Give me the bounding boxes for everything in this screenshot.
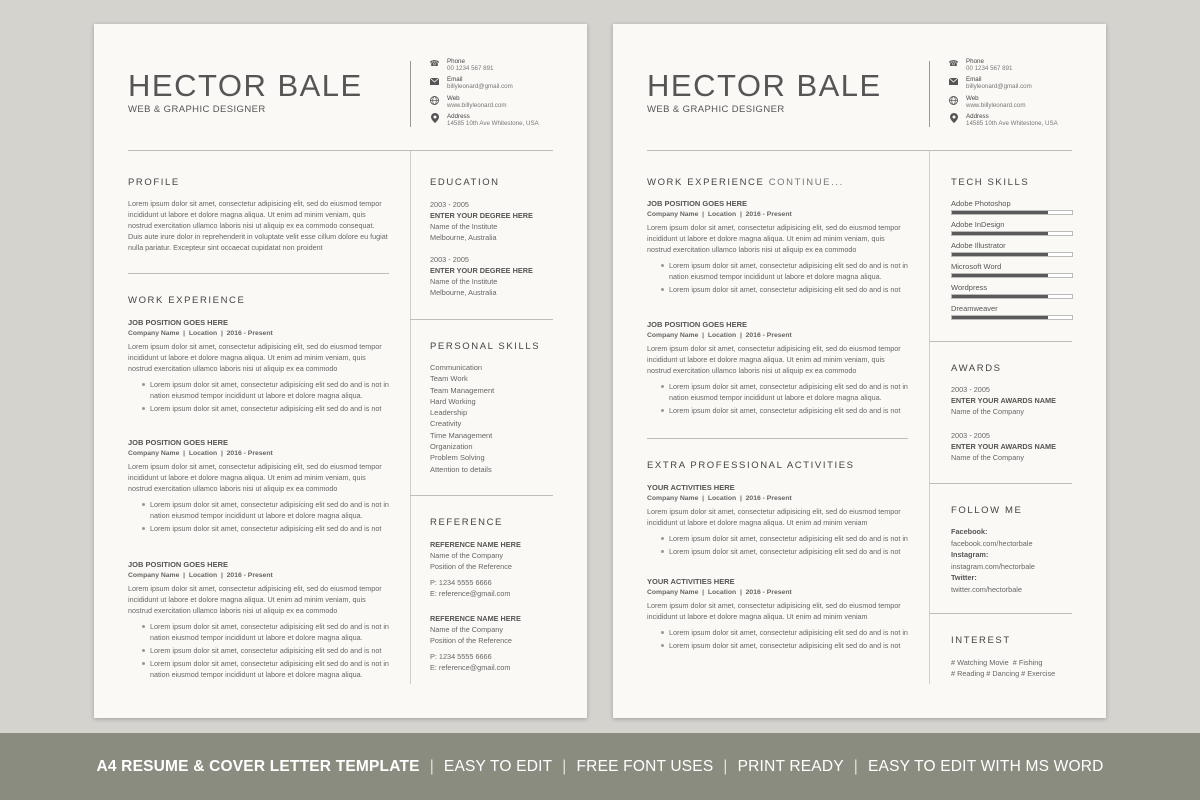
section-separator xyxy=(128,273,389,274)
contact-address: Address 14585 10th Ave Whitestone, USA xyxy=(949,113,1099,127)
contact-phone: ☎ Phone 00 1234 567 891 xyxy=(948,58,1013,73)
education-entry: 2003 - 2005 ENTER YOUR DEGREE HERE Name of the Institute Melbourne, Australia xyxy=(430,255,533,297)
list-item: Lorem ipsum dolor sit amet, consectetur adipisicing elit sed do and is not in nation eiusmod tempor incididunt ut labore et dolore magna aliqua. xyxy=(128,379,390,401)
skill-level-fill xyxy=(952,253,1048,256)
list-item: Lorem ipsum dolor sit amet, consectetur adipisicing elit sed do and is not xyxy=(647,640,909,651)
list-item: Team Management xyxy=(430,385,495,395)
education-heading: EDUCATION xyxy=(430,177,500,188)
skill-level-bar xyxy=(951,273,1073,278)
list-item: Lorem ipsum dolor sit amet, consectetur adipisicing elit sed do and is not xyxy=(647,284,909,295)
list-item: Creativity xyxy=(430,419,462,429)
activity-entry: YOUR ACTIVITIES HERE Company Name | Location | 2016 - Present Lorem ipsum dolor sit amet, consectetur adipisicing elit, sed do eiusmod tempor incididunt ut labore et dolore magna aliqua. Ut enim ad minim veniam Lorem ipsum dolor sit amet, consectetur adipisicing elit sed do and is not in Lorem ipsum dolor sit amet, consectetur adipisicing elit sed do and is not xyxy=(647,577,908,650)
list-item: Communication xyxy=(430,363,483,372)
skill-level-fill xyxy=(952,295,1048,298)
contact-block xyxy=(949,58,1099,131)
list-item: Lorem ipsum dolor sit amet, consectetur adipisicing elit sed do and is not in nation eiusmod tempor incididunt ut labore et dolore magna aliqua. xyxy=(128,658,390,680)
tech-skills-list xyxy=(951,199,1073,325)
column-divider xyxy=(410,151,411,684)
footer-banner: A4 RESUME & COVER LETTER TEMPLATE | EASY TO EDIT | FREE FONT USES | PRINT READY | EASY TO EDIT WITH MS WORD xyxy=(0,733,1200,800)
list-item: Lorem ipsum dolor sit amet, consectetur adipisicing elit sed do and is not xyxy=(128,523,390,534)
contact-address: Address 14585 10th Ave Whitestone, USA xyxy=(430,113,580,127)
skill-level-bar xyxy=(951,294,1073,299)
header-divider xyxy=(410,61,411,127)
reference-entry: REFERENCE NAME HERE Name of the Company Position of the Reference P: 1234 5555 6666 E: reference@gmail.com xyxy=(430,540,521,598)
contact-email: Email billyleonard@gmail.com xyxy=(430,76,580,90)
reference-heading: REFERENCE xyxy=(430,517,503,528)
column-divider xyxy=(929,151,930,684)
list-item: Lorem ipsum dolor sit amet, consectetur adipisicing elit sed do and is not in xyxy=(647,627,909,638)
instagram-link[interactable]: instagram.com/hectorbale xyxy=(951,561,1035,571)
tech-skill-item: Adobe Illustrator xyxy=(951,241,1073,262)
resume-job-title: WEB & GRAPHIC DESIGNER xyxy=(128,104,266,115)
list-item: Lorem ipsum dolor sit amet, consectetur adipisicing elit sed do and is not in nation eiusmod tempor incididunt ut labore et dolore magna aliqua. xyxy=(647,260,909,282)
list-item: Hard Working xyxy=(430,396,476,406)
contact-phone: ☎ Phone 00 1234 567 891 xyxy=(429,58,494,73)
list-item: Attention to details xyxy=(430,464,492,474)
list-item: Lorem ipsum dolor sit amet, consectetur adipisicing elit sed do and is not xyxy=(128,645,390,656)
resume-job-title: WEB & GRAPHIC DESIGNER xyxy=(647,104,785,115)
skill-level-bar xyxy=(951,210,1073,215)
facebook-link[interactable]: facebook.com/hectorbale xyxy=(951,538,1033,548)
list-item: Lorem ipsum dolor sit amet, consectetur adipisicing elit sed do and is not in nation eiusmod tempor incididunt ut labore et dolore magna aliqua. xyxy=(647,381,909,403)
section-separator xyxy=(410,319,553,320)
section-separator xyxy=(929,341,1072,342)
list-item: Leadership xyxy=(430,408,468,418)
awards-heading: AWARDS xyxy=(951,363,1002,374)
follow-me-list: Facebook: facebook.com/hectorbale Instagram: instagram.com/hectorbale Twitter: twitter.com/hectorbale xyxy=(951,526,1091,595)
list-item: Lorem ipsum dolor sit amet, consectetur adipisicing elit sed do and is not in nation eiusmod tempor incididunt ut labore et dolore magna aliqua. xyxy=(128,621,390,643)
footer-feature: PRINT READY xyxy=(737,757,844,775)
section-separator xyxy=(929,483,1072,484)
list-item: Time Management xyxy=(430,430,493,440)
interest-heading: INTEREST xyxy=(951,635,1011,646)
profile-text: Lorem ipsum dolor sit amet, consectetur adipisicing elit, sed do eiusmod tempor incididunt ut labore et dolore magna aliqua. Ut enim ad minim veniam, quis nostrud exercitation ullamco laboris nisi ut aliquip ex ea commodo consequat. Duis aute irure dolor in reprehenderit in voluptate velit esse cillum dolore eu fugiat nulla pariatur. Excepteur sint occaecat cupidatat non proident xyxy=(128,199,388,252)
reference-entry: REFERENCE NAME HERE Name of the Company Position of the Reference P: 1234 5555 6666 E: reference@gmail.com xyxy=(430,614,521,672)
skill-level-bar xyxy=(951,231,1073,236)
web-icon xyxy=(949,96,958,105)
work-experience-continue-heading: WORK EXPERIENCE CONTINUE... xyxy=(647,177,844,188)
footer-lead: A4 RESUME & COVER LETTER TEMPLATE xyxy=(96,757,420,775)
skill-level-fill xyxy=(952,211,1048,214)
tech-skill-item: Microsoft Word xyxy=(951,262,1073,283)
resume-name: HECTOR BALE xyxy=(647,68,882,103)
job-entry: JOB POSITION GOES HERE Company Name | Location | 2016 - Present Lorem ipsum dolor sit amet, consectetur adipisicing elit, sed do eiusmod tempor incididunt ut labore et dolore magna aliqua. Ut enim ad minim veniam, quis nostrud exercitation ullamco laboris nisi ut aliquip ex ea commodo Lorem ipsum dolor sit amet, consectetur adipisicing elit sed do and is not in nation eiusmod tempor incididunt ut labore et dolore magna aliqua. Lorem ipsum dolor sit amet, consectetur adipisicing elit sed do and is not Lorem ipsum dolor sit amet, consectetur adipisicing elit sed do and is not in nation eiusmod tempor incididunt ut labore et dolore magna aliqua. xyxy=(128,560,389,679)
location-pin-icon xyxy=(430,114,439,123)
follow-me-heading: FOLLOW ME xyxy=(951,505,1023,516)
list-item: Lorem ipsum dolor sit amet, consectetur adipisicing elit sed do and is not in xyxy=(647,533,909,544)
list-item: Lorem ipsum dolor sit amet, consectetur adipisicing elit sed do and is not xyxy=(647,405,909,416)
header-separator xyxy=(128,150,553,151)
contact-block xyxy=(430,58,580,131)
personal-skills-list xyxy=(430,362,494,475)
header-divider xyxy=(929,61,930,127)
job-entry: JOB POSITION GOES HERE Company Name | Location | 2016 - Present Lorem ipsum dolor sit amet, consectetur adipisicing elit, sed do eiusmod tempor incididunt ut labore et dolore magna aliqua. Ut enim ad minim veniam, quis nostrud exercitation ullamco laboris nisi ut aliquip ex ea commodo Lorem ipsum dolor sit amet, consectetur adipisicing elit sed do and is not in nation eiusmod tempor incididunt ut labore et dolore magna aliqua. Lorem ipsum dolor sit amet, consectetur adipisicing elit sed do and is not xyxy=(128,318,389,413)
extra-activities-heading: EXTRA PROFESSIONAL ACTIVITIES xyxy=(647,460,855,471)
award-entry: 2003 - 2005 ENTER YOUR AWARDS NAME Name of the Company xyxy=(951,385,1057,416)
tech-skill-item: Dreamweaver xyxy=(951,304,1073,325)
skill-level-fill xyxy=(952,232,1048,235)
activity-entry: YOUR ACTIVITIES HERE Company Name | Location | 2016 - Present Lorem ipsum dolor sit amet, consectetur adipisicing elit, sed do eiusmod tempor incididunt ut labore et dolore magna aliqua. Ut enim ad minim veniam Lorem ipsum dolor sit amet, consectetur adipisicing elit sed do and is not in Lorem ipsum dolor sit amet, consectetur adipisicing elit sed do and is not xyxy=(647,483,908,556)
contact-web: Web www.billyleonard.com xyxy=(430,95,580,109)
section-separator xyxy=(410,495,553,496)
twitter-link[interactable]: twitter.com/hectorbale xyxy=(951,584,1022,594)
list-item: Organization xyxy=(430,442,473,452)
web-icon xyxy=(430,96,439,105)
location-pin-icon xyxy=(949,114,958,123)
job-entry: JOB POSITION GOES HERE Company Name | Location | 2016 - Present Lorem ipsum dolor sit amet, consectetur adipisicing elit, sed do eiusmod tempor incididunt ut labore et dolore magna aliqua. Ut enim ad minim veniam, quis nostrud exercitation ullamco laboris nisi ut aliquip ex ea commodo Lorem ipsum dolor sit amet, consectetur adipisicing elit sed do and is not in nation eiusmod tempor incididunt ut labore et dolore magna aliqua. Lorem ipsum dolor sit amet, consectetur adipisicing elit sed do and is not xyxy=(128,438,389,533)
personal-skills-heading: PERSONAL SKILLS xyxy=(430,341,541,352)
skill-level-bar xyxy=(951,252,1073,257)
phone-icon: ☎ xyxy=(429,58,440,68)
work-experience-heading: WORK EXPERIENCE xyxy=(128,295,246,306)
footer-feature: FREE FONT USES xyxy=(576,757,714,775)
section-separator xyxy=(929,613,1072,614)
list-item: Team Work xyxy=(430,374,468,384)
email-icon xyxy=(430,77,439,86)
header-separator xyxy=(647,150,1072,151)
section-separator xyxy=(647,438,908,439)
skill-level-bar xyxy=(951,315,1073,320)
job-entry: JOB POSITION GOES HERE Company Name | Location | 2016 - Present Lorem ipsum dolor sit amet, consectetur adipisicing elit, sed do eiusmod tempor incididunt ut labore et dolore magna aliqua. Ut enim ad minim veniam, quis nostrud exercitation ullamco laboris nisi ut aliquip ex ea commodo Lorem ipsum dolor sit amet, consectetur adipisicing elit sed do and is not in nation eiusmod tempor incididunt ut labore et dolore magna aliqua. Lorem ipsum dolor sit amet, consectetur adipisicing elit sed do and is not xyxy=(647,320,908,415)
profile-heading: PROFILE xyxy=(128,177,180,188)
tech-skill-item: Adobe Photoshop xyxy=(951,199,1073,220)
list-item: Lorem ipsum dolor sit amet, consectetur adipisicing elit sed do and is not in nation eiusmod tempor incididunt ut labore et dolore magna aliqua. xyxy=(128,499,390,521)
list-item: Lorem ipsum dolor sit amet, consectetur adipisicing elit sed do and is not xyxy=(128,403,390,414)
contact-email: Email billyleonard@gmail.com xyxy=(949,76,1099,90)
tech-skill-item: Adobe InDesign xyxy=(951,220,1073,241)
footer-feature: EASY TO EDIT xyxy=(443,757,553,775)
list-item: Problem Solving xyxy=(430,453,485,463)
tech-skills-heading: TECH SKILLS xyxy=(951,177,1030,188)
contact-web: Web www.billyleonard.com xyxy=(949,95,1099,109)
list-item: Lorem ipsum dolor sit amet, consectetur adipisicing elit sed do and is not xyxy=(647,546,909,557)
email-icon xyxy=(949,77,958,86)
resume-name: HECTOR BALE xyxy=(128,68,363,103)
resume-page-1 xyxy=(94,24,587,718)
interest-list: # Watching Movie # Fishing # Reading # Dancing # Exercise xyxy=(951,658,1056,678)
job-entry: JOB POSITION GOES HERE Company Name | Location | 2016 - Present Lorem ipsum dolor sit amet, consectetur adipisicing elit, sed do eiusmod tempor incididunt ut labore et dolore magna aliqua. Ut enim ad minim veniam, quis nostrud exercitation ullamco laboris nisi ut aliquip ex ea commodo Lorem ipsum dolor sit amet, consectetur adipisicing elit sed do and is not in nation eiusmod tempor incididunt ut labore et dolore magna aliqua. Lorem ipsum dolor sit amet, consectetur adipisicing elit sed do and is not xyxy=(647,199,908,294)
skill-level-fill xyxy=(952,274,1048,277)
tech-skill-item: Wordpress xyxy=(951,283,1073,304)
education-entry: 2003 - 2005 ENTER YOUR DEGREE HERE Name of the Institute Melbourne, Australia xyxy=(430,200,533,242)
skill-level-fill xyxy=(952,316,1048,319)
footer-feature: EASY TO EDIT WITH MS WORD xyxy=(868,757,1104,775)
phone-icon: ☎ xyxy=(948,58,959,68)
award-entry: 2003 - 2005 ENTER YOUR AWARDS NAME Name of the Company xyxy=(951,431,1057,462)
resume-page-2 xyxy=(613,24,1106,718)
